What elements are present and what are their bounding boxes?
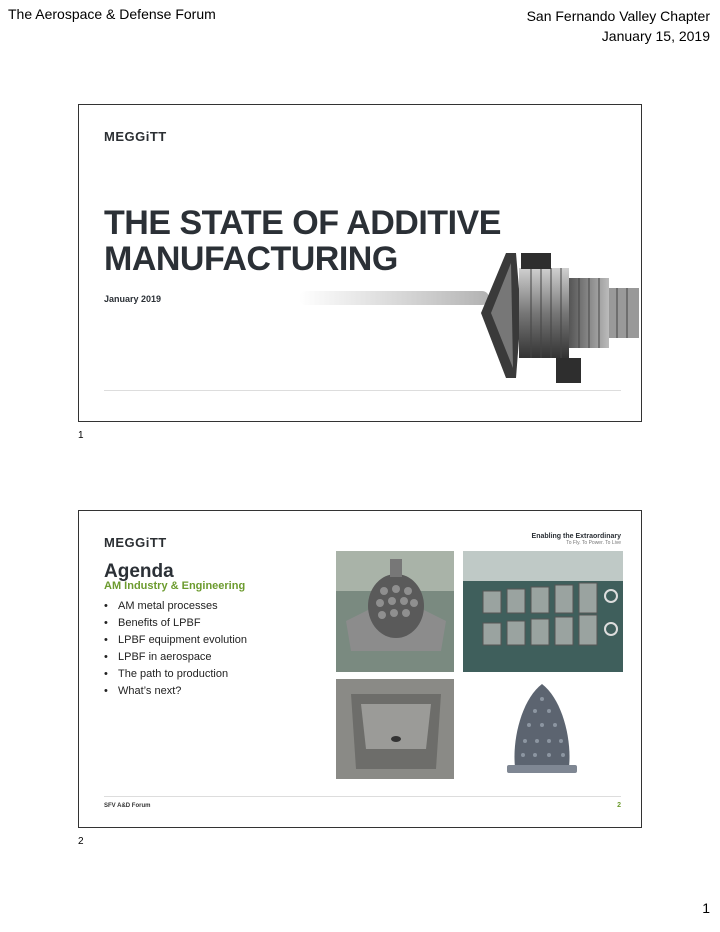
slide-number-2: 2: [78, 836, 84, 847]
cone-lattice-photo: [497, 679, 587, 779]
slide-1: [78, 104, 642, 422]
list-item: • LPBF equipment evolution: [104, 634, 248, 646]
slide-date: January 2019: [104, 294, 162, 304]
agenda-subtitle: AM Industry & Engineering: [104, 580, 246, 592]
tagline-sub: To Fly. To Power. To Live: [566, 540, 621, 546]
meggitt-logo: MEGGiTT: [104, 129, 167, 144]
agenda-list: [104, 598, 247, 700]
slide-title: THE STATE OF ADDITIVE MANUFACTURING: [104, 204, 501, 278]
header-date: January 15, 2019: [601, 28, 710, 44]
list-item: • Benefits of LPBF: [104, 617, 201, 629]
meggitt-logo: MEGGiTT: [104, 535, 167, 550]
slide-number-1: 1: [78, 430, 84, 441]
slide-footer: SFV A&D Forum: [104, 803, 151, 809]
tagline: [532, 533, 621, 546]
divider: [104, 390, 621, 391]
divider: [104, 796, 621, 797]
header-left: The Aerospace & Defense Forum: [8, 6, 216, 22]
header-chapter: San Fernando Valley Chapter: [526, 8, 710, 24]
list-item: • AM metal processes: [104, 600, 218, 612]
list-item: • The path to production: [104, 668, 229, 680]
header-right: [527, 6, 710, 46]
list-item: • LPBF in aerospace: [104, 651, 212, 663]
slide-2: [78, 510, 642, 828]
jet-engine-illustration: [461, 233, 641, 393]
tagline-main: Enabling the Extraordinary: [531, 533, 621, 540]
slide-footer-number: 2: [617, 802, 621, 809]
bracket-part-photo: [336, 679, 454, 779]
page-number: 1: [702, 900, 710, 916]
list-item: • What’s next?: [104, 685, 182, 697]
equipment-rack-photo: [463, 551, 623, 672]
agenda-title: Agenda: [104, 561, 174, 582]
lattice-part-photo: [336, 551, 454, 672]
